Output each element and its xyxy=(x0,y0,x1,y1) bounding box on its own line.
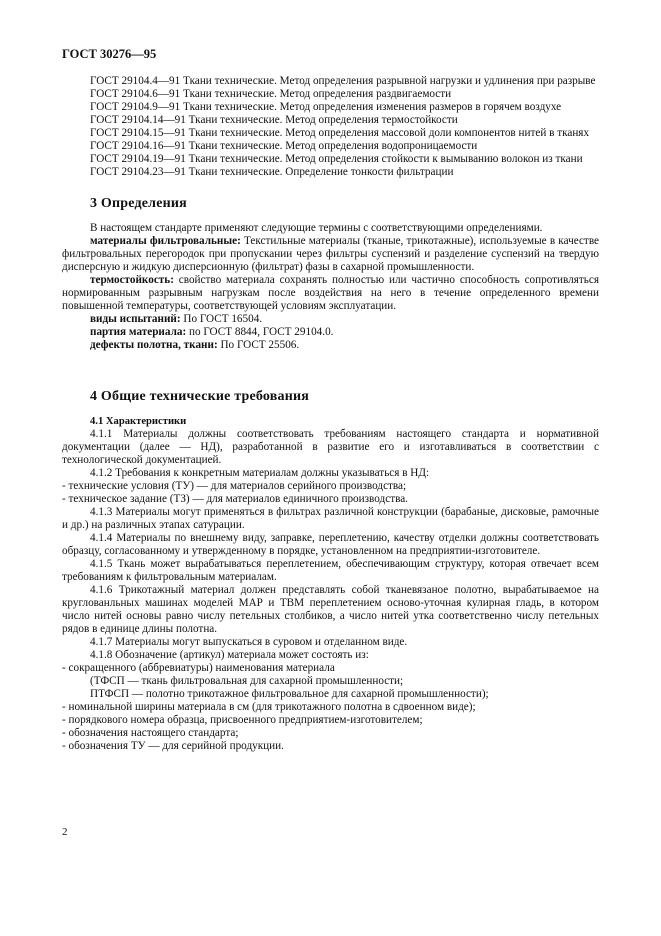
term-text: По ГОСТ 25506. xyxy=(217,339,300,351)
ref-item xyxy=(62,127,599,140)
ref-title: Ткани технические. Метод определения стойкости к вымыванию волокон из ткани xyxy=(185,153,583,165)
term-name: материалы фильтровальные: xyxy=(90,235,241,247)
term-definition xyxy=(62,235,599,274)
ref-title: Ткани технические. Определение тонкости фильтрации xyxy=(185,166,454,178)
ref-item xyxy=(62,140,599,153)
ref-item xyxy=(62,153,599,166)
list-item: - сокращенного (аббревиатуры) наименования материала xyxy=(62,662,335,674)
term-text: По ГОСТ 16504. xyxy=(180,313,263,325)
term-name: дефекты полотна, ткани: xyxy=(90,339,218,351)
ref-title: Ткани технические. Метод определения изменения размеров в горячем воздухе xyxy=(180,101,562,113)
list-item: (ТФСП — ткань фильтровальная для сахарной промышленности; xyxy=(90,675,404,687)
ref-item xyxy=(62,101,599,114)
ref-title: Ткани технические. Метод определения разрывной нагрузки и удлинения при разрыве xyxy=(180,75,596,87)
term-name: термостойкость: xyxy=(90,274,174,286)
ref-code: ГОСТ 29104.23—91 xyxy=(90,166,186,178)
document-header: ГОСТ 30276—95 xyxy=(62,47,157,61)
ref-code: ГОСТ 29104.6—91 xyxy=(90,88,181,100)
ref-code: ГОСТ 29104.14—91 xyxy=(90,114,186,126)
term-text: Текстильные материалы (тканые, трикотажные), используемые в качестве фильтровальных перегородок при пропускании через фильтры суспензий и разделение суспензий на твердую дисперсную и жидкую дисперсионную (фильтрат) фазы в сахарной промышленности. xyxy=(62,235,599,273)
ref-item xyxy=(62,114,599,127)
ref-title: Ткани технические. Метод определения раздвигаемости xyxy=(180,88,452,100)
clause-4-1-2: 4.1.2 Требования к конкретным материалам должны указываться в НД: xyxy=(90,467,430,479)
section-3-intro: В настоящем стандарте применяют следующие термины с соответствующими определениями. xyxy=(90,222,543,234)
ref-code: ГОСТ 29104.19—91 xyxy=(90,153,186,165)
list-item: - обозначения настоящего стандарта; xyxy=(62,727,239,739)
list-item: - порядкового номера образца, присвоенного предприятием-изготовителем; xyxy=(62,714,423,726)
term-name: виды испытаний: xyxy=(90,313,181,325)
list-item: ПТФСП — полотно трикотажное фильтровальное для сахарной промышленности); xyxy=(90,688,489,700)
clause-4-1-5: 4.1.5 Ткань может вырабатываться переплетением, обеспечивающим структуру, которая отвечает всем требованиям к фильтровальным материалам. xyxy=(62,558,599,583)
subsection-4-1-heading: 4.1 Характеристики xyxy=(90,416,187,427)
ref-code: ГОСТ 29104.15—91 xyxy=(90,127,186,139)
list-item: - техническое задание (ТЗ) — для материалов единичного производства. xyxy=(62,493,408,505)
clause-4-1-7: 4.1.7 Материалы могут выпускаться в суровом и отделанном виде. xyxy=(90,636,408,648)
term-definition xyxy=(62,313,599,326)
list-item: - номинальной ширины материала в см (для трикотажного полотна в сдвоенном виде); xyxy=(62,701,476,713)
ref-code: ГОСТ 29104.16—91 xyxy=(90,140,186,152)
section-3-heading: 3 Определения xyxy=(90,196,187,211)
clause-4-1-6: 4.1.6 Трикотажный материал должен представлять собой тканевязаное полотно, вырабатываемое на круглованльных машинах моделей МАР и ТВМ переплетением осново-уточная кулирная гладь, в котором число нитей основы равно числу петельных столбиков, а число нитей утка соответственно числу петельных рядов в единице длины полотна. xyxy=(62,584,599,635)
ref-code: ГОСТ 29104.4—91 xyxy=(90,75,181,87)
list-item: - обозначения ТУ — для серийной продукции. xyxy=(62,740,284,752)
term-definition xyxy=(62,274,599,313)
list-item: - технические условия (ТУ) — для материалов серийного производства; xyxy=(62,480,407,492)
ref-item xyxy=(62,166,599,179)
section-4-heading: 4 Общие технические требования xyxy=(90,389,310,404)
ref-title: Ткани технические. Метод определения термостойкости xyxy=(185,114,458,126)
ref-item xyxy=(62,75,599,88)
clause-4-1-8: 4.1.8 Обозначение (артикул) материала может состоять из: xyxy=(90,649,369,661)
ref-code: ГОСТ 29104.9—91 xyxy=(90,101,181,113)
document-page xyxy=(62,48,599,753)
clause-4-1-3: 4.1.3 Материалы могут применяться в фильтрах различной конструкции (барабаные, дисковые, рамочные и др.) на различных этапах сатурации. xyxy=(62,506,599,531)
ref-title: Ткани технические. Метод определения массовой доли компонентов нитей в тканях xyxy=(185,127,590,139)
ref-title: Ткани технические. Метод определения водопроницаемости xyxy=(185,140,478,152)
ref-item xyxy=(62,88,599,101)
term-text: по ГОСТ 8844, ГОСТ 29104.0. xyxy=(186,326,334,338)
term-definition xyxy=(62,339,599,352)
page-number: 2 xyxy=(62,826,68,838)
normative-references xyxy=(62,75,599,179)
term-definition xyxy=(62,326,599,339)
term-name: партия материала: xyxy=(90,326,187,338)
clause-4-1-4: 4.1.4 Материалы по внешнему виду, заправке, переплетению, качеству отделки должны соответствовать образцу, согласованному и утвержденному в порядке, установленном на предприятии-изготовителе. xyxy=(62,532,599,557)
term-text: свойство материала сохранять полностью или частично способность сопротивляться нормированным разрывным нагрузкам после воздействия на него в течение определенного времени повышенной температуры, соответствующей условиям эксплуатации. xyxy=(62,274,599,312)
clause-4-1-1: 4.1.1 Материалы должны соответствовать требованиям настоящего стандарта и нормативной документации (далее — НД), разработанной в развитие его и изготавливаться в соответствии с технологической документацией. xyxy=(62,428,599,466)
